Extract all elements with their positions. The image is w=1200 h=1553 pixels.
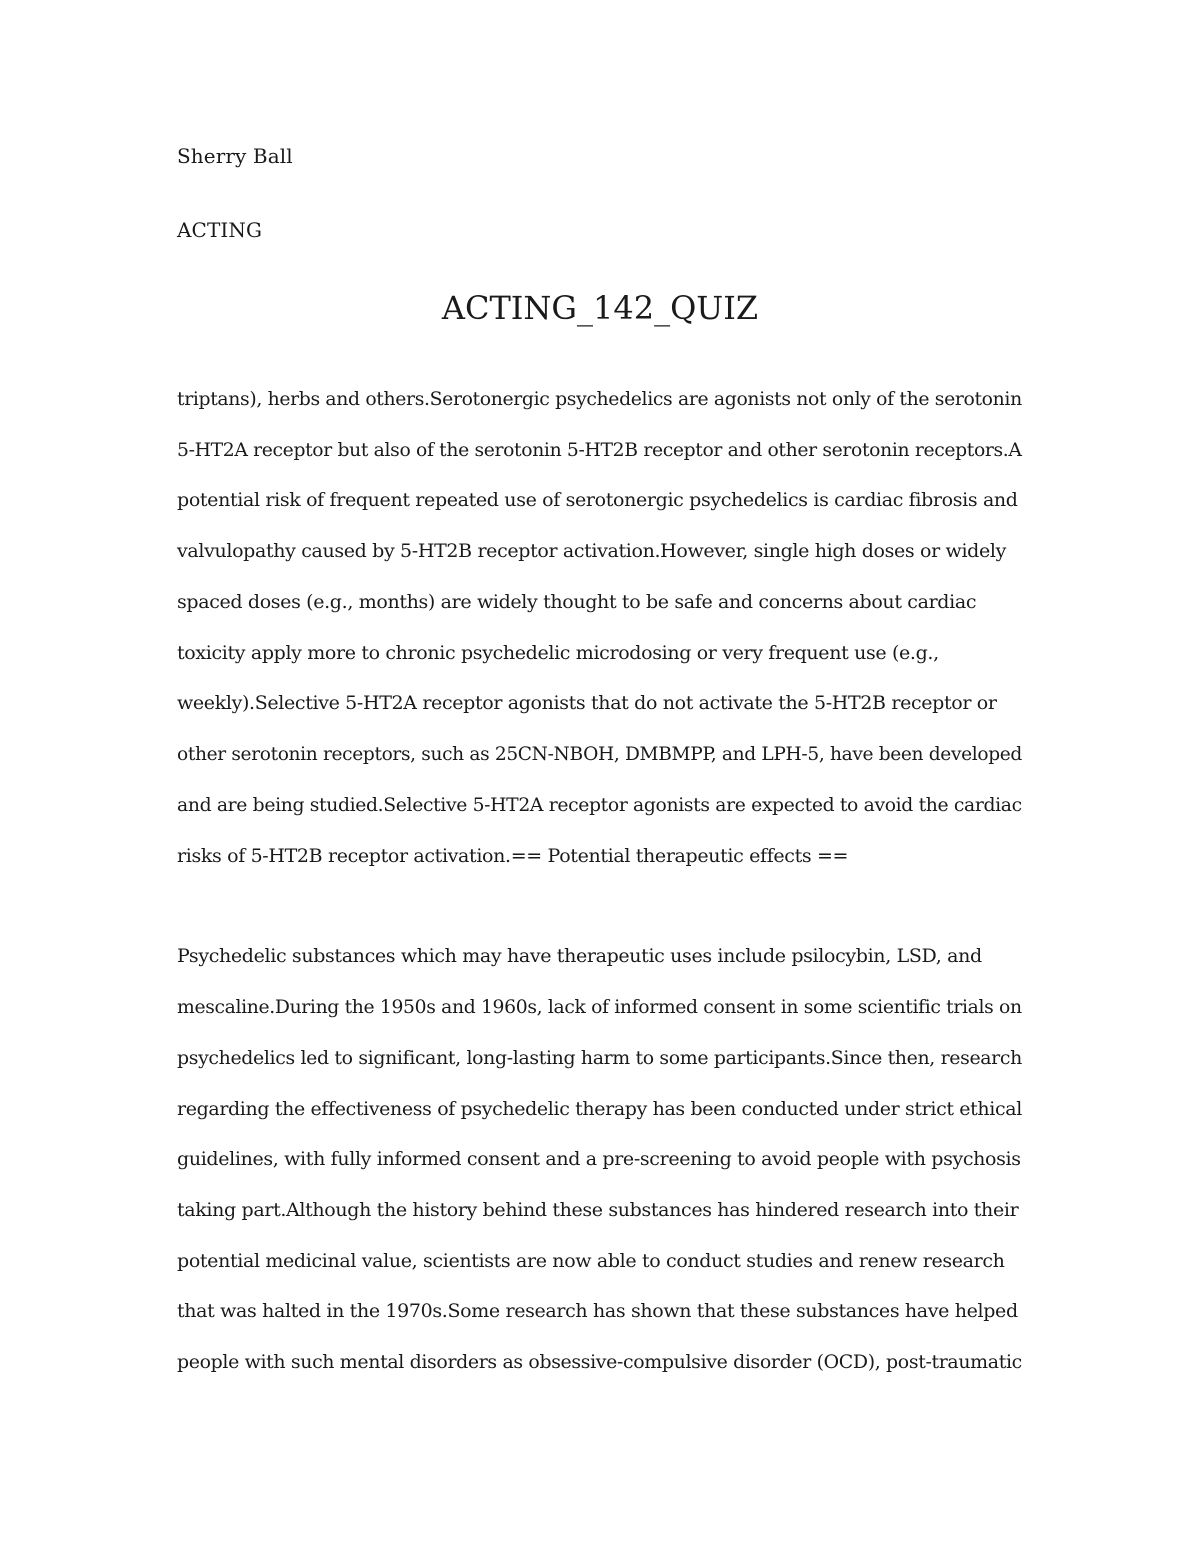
text-line: mescaline.During the 1950s and 1960s, lack of informed consent in some scientific trials on	[177, 996, 1022, 1018]
text-line: toxicity apply more to chronic psychedelic microdosing or very frequent use (e.g.,	[177, 642, 939, 664]
text-line: other serotonin receptors, such as 25CN-NBOH, DMBMPP, and LPH-5, have been developed	[177, 743, 1022, 765]
text-line: and are being studied.Selective 5-HT2A receptor agonists are expected to avoid the cardiac	[177, 794, 1022, 816]
text-line: regarding the effectiveness of psychedelic therapy has been conducted under strict ethical	[177, 1098, 1022, 1120]
author-name: Sherry Ball	[177, 144, 293, 168]
text-line: taking part.Although the history behind these substances has hindered research into their	[177, 1199, 1019, 1221]
text-line: guidelines, with fully informed consent and a pre-screening to avoid people with psychosis	[177, 1148, 1021, 1170]
document-title: ACTING_142_QUIZ	[441, 289, 759, 327]
text-line: psychedelics led to significant, long-lasting harm to some participants.Since then, research	[177, 1047, 1022, 1069]
text-line: Psychedelic substances which may have therapeutic uses include psilocybin, LSD, and	[177, 945, 982, 967]
text-line: potential risk of frequent repeated use of serotonergic psychedelics is cardiac fibrosis and	[177, 489, 1018, 511]
text-line: potential medicinal value, scientists are now able to conduct studies and renew research	[177, 1250, 1005, 1272]
text-line: triptans), herbs and others.Serotonergic psychedelics are agonists not only of the serotonin	[177, 388, 1022, 410]
text-line: weekly).Selective 5-HT2A receptor agonists that do not activate the 5-HT2B receptor or	[177, 692, 997, 714]
text-line: people with such mental disorders as obsessive-compulsive disorder (OCD), post-traumatic	[177, 1351, 1022, 1373]
course-name: ACTING	[177, 218, 263, 242]
text-line: valvulopathy caused by 5-HT2B receptor activation.However, single high doses or widely	[177, 540, 1006, 562]
text-line: that was halted in the 1970s.Some research has shown that these substances have helped	[177, 1300, 1018, 1322]
text-line: 5-HT2A receptor but also of the serotonin 5-HT2B receptor and other serotonin receptors.A	[177, 439, 1022, 461]
text-line: spaced doses (e.g., months) are widely thought to be safe and concerns about cardiac	[177, 591, 977, 613]
text-line: risks of 5-HT2B receptor activation.== Potential therapeutic effects ==	[177, 845, 849, 867]
